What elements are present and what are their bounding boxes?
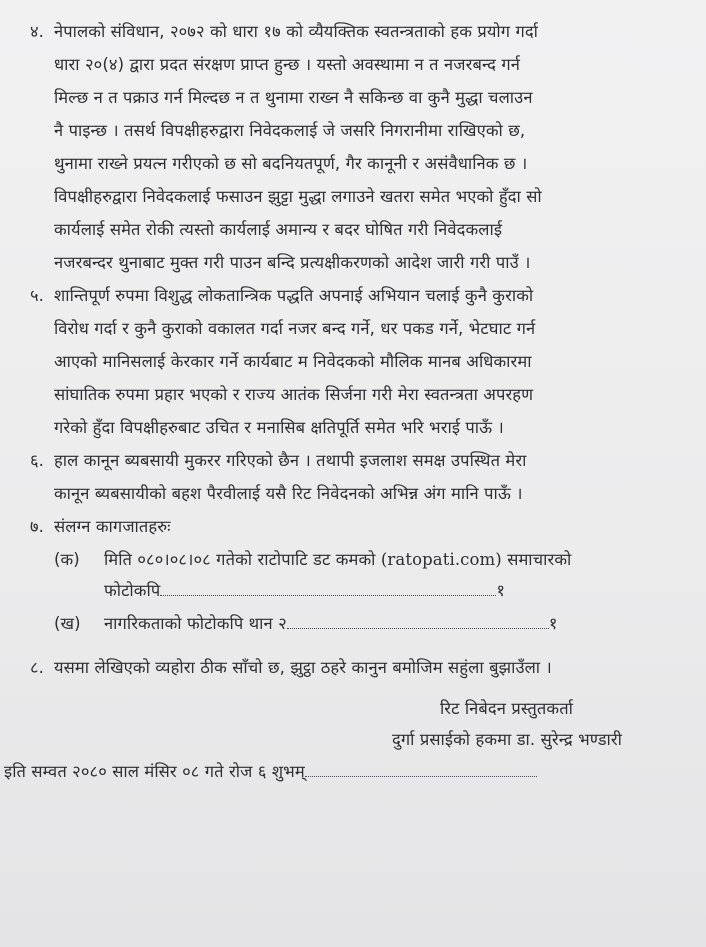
attachment-ka-line-2 [104, 579, 505, 603]
attachment-ka-dotted-line [160, 579, 496, 596]
para-6-line-1 [30, 449, 527, 473]
para-6-line-2: कानून ब्यबसायीको बहश पैरवीलाई यसै रिट निवेदनको अभिन्न अंग मानि पाऊँ । [54, 484, 523, 503]
closing-dotted-line [305, 760, 537, 777]
para-4-line-2: धारा २०(४) द्वारा प्रदत संरक्षण प्राप्त हुन्छ । यस्तो अवस्थामा न त नजरबन्द गर्न [54, 55, 521, 74]
attachment-kha-dotted-line [287, 612, 549, 629]
para-5-line-5: गरेको हुँदा विपक्षीहरुबाट उचित र मनासिब क्षतिपूर्ति समेत भरि भराई पाऊँ । [54, 418, 504, 437]
attachment-kha-line [54, 612, 558, 636]
attachments-heading: संलग्न कागजातहरुः [54, 517, 171, 536]
para-5-line-4: सांघातिक रुपमा प्रहार भएको र राज्य आतंक सिर्जना गरी मेरा स्वतन्त्रता अपरहण [54, 385, 534, 404]
para-8-line [30, 656, 552, 680]
para-4-line-5: थुनामा राख्ने प्रयत्न गरीएको छ सो बदनियतपूर्ण, गैर कानूनी र असंवैधानिक छ । [54, 154, 528, 173]
para-4-number: ४. [30, 22, 45, 41]
para-6-text: हाल कानून ब्यबसायी मुकरर गरिएको छैन । तथापी इजलाश समक्ष उपस्थित मेरा [54, 451, 527, 470]
closing-line [4, 760, 537, 784]
para-4-line-1 [30, 20, 538, 44]
attachment-ka-text-after: समाचारको [507, 550, 572, 569]
para-7-heading [30, 515, 171, 539]
attachment-ka-line-1 [54, 548, 571, 572]
para-5-line-3: आएको मानिसलाई केरकार गर्ने कार्यबाट म निवेदकको मौलिक मानब अधिकारमा [54, 352, 532, 371]
para-5-text: शान्तिपूर्ण रुपमा विशुद्ध लोकतान्त्रिक पद्धति अपनाई अभियान चलाई कुनै कुराको [54, 286, 534, 305]
para-7-number: ७. [30, 517, 45, 536]
petitioner-title: रिट निबेदन प्रस्तुतकर्ता [440, 699, 573, 718]
attachment-kha-label: (ख) [54, 614, 81, 633]
para-4-text: नेपालको संविधान, २०७२ को धारा १७ को व्यैयक्तिक स्वतन्त्रताको हक प्रयोग गर्दा [54, 22, 539, 41]
para-8-text: यसमा लेखिएको व्यहोरा ठीक साँचो छ, झुट्ठा ठहरे कानुन बमोजिम सहुंला बुझाउँला । [54, 658, 552, 677]
closing-text: इति सम्वत २०८० साल मंसिर ०८ गते रोज ६ शुभम् [4, 762, 305, 781]
para-8-number: ८. [30, 658, 45, 677]
petitioner-name: दुर्गा प्रसाईको हकमा डा. सुरेन्द्र भण्डारी [392, 730, 623, 749]
para-5-line-2: विरोध गर्दा र कुनै कुराको वकालत गर्दा नजर बन्द गर्ने, धर पकड गर्ने, भेटघाट गर्न [54, 319, 536, 338]
para-6-number: ६. [30, 451, 45, 470]
attachment-ka-label: (क) [54, 550, 80, 569]
para-4-line-3: मिल्छ न त पक्राउ गर्न मिल्दछ न त थुनामा राख्न नै सकिन्छ वा कुनै मुद्धा चलाउन [54, 88, 533, 107]
para-4-line-6: विपक्षीहरुद्वारा निवेदकलाई फसाउन झुट्टा मुद्धा लगाउने खतरा समेत भएको हुँदा सो [54, 187, 542, 206]
para-4-line-8: नजरबन्दर थुनाबाट मुक्त गरी पाउन बन्दि प्रत्यक्षीकरणको आदेश जारी गरी पाउँ । [54, 253, 531, 272]
attachment-kha-text: नागरिकताको फोटोकपि थान २ [104, 614, 287, 633]
para-5-line-1 [30, 284, 533, 308]
attachment-ka-url: (ratopati.com) [380, 550, 502, 569]
attachment-ka-text: मिति ०८०।०८।०८ गतेको राटोपाटि डट कमको [104, 550, 376, 569]
attachment-ka-photocopy: फोटोकपि [104, 581, 161, 600]
para-5-number: ५. [30, 286, 45, 305]
attachment-kha-tail: १ [548, 614, 558, 633]
attachment-ka-tail: १ [496, 581, 505, 600]
para-4-line-4: नै पाइन्छ । तसर्थ विपक्षीहरुद्वारा निवेदकलाई जे जसरि निगरानीमा राखिएको छ, [54, 121, 526, 140]
para-4-line-7: कार्यलाई समेत रोकी त्यस्तो कार्यलाई अमान्य र बदर घोषित गरी निवेदकलाई [54, 220, 503, 239]
